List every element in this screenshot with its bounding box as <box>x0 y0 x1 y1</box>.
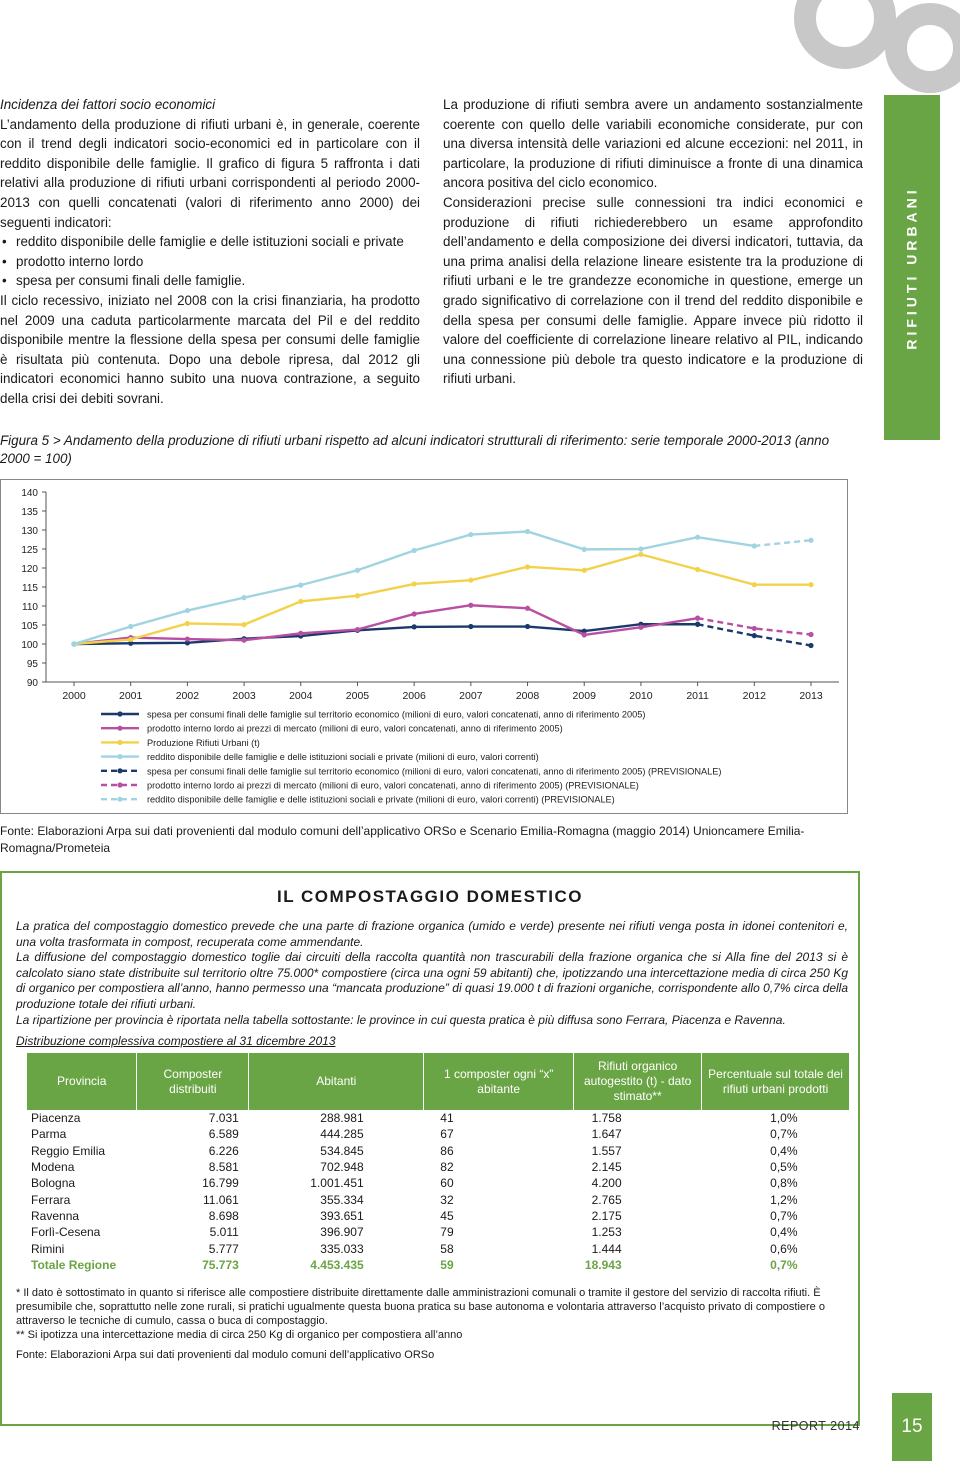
series-point-2 <box>185 621 190 626</box>
indicator-list <box>0 232 420 291</box>
y-tick-label: 105 <box>21 621 38 632</box>
legend-marker <box>117 726 122 731</box>
series-point-0 <box>412 624 417 629</box>
series-point-2 <box>638 552 643 557</box>
x-tick-label: 2013 <box>799 690 823 702</box>
series-line-6 <box>754 540 811 546</box>
col-header-composter: Composter distribuiti <box>137 1053 249 1110</box>
table-cell: 534.845 <box>320 1143 364 1158</box>
series-line-1 <box>74 605 698 644</box>
table-cell: 393.651 <box>320 1208 364 1223</box>
footnote: ** Si ipotizza una intercettazione media di circa 250 Kg di organico per compostiera all’anno <box>16 1329 463 1341</box>
table-cell: Rimini <box>31 1241 65 1256</box>
table-cell: 5.011 <box>209 1225 239 1240</box>
table-cell: 0,4% <box>770 1225 798 1240</box>
x-tick-label: 2001 <box>119 690 143 702</box>
series-point-1 <box>468 603 473 608</box>
intro-paragraph-2: Il ciclo recessivo, iniziato nel 2008 con la crisi finanziaria, ha prodotto nel 2009 una caduta particolarmente marcata del Pil e del reddito disponibile mentre la flessione della spesa per consumi delle famiglie è risultata più contenuta. Dopo una debole ripresa, dal 2012 gli indicatori economici hanno subito una nuova contrazione, a seguito della crisi dei debiti sovrani. <box>0 292 420 406</box>
table-cell: 0,5% <box>770 1160 798 1175</box>
table-cell: 60 <box>440 1176 454 1191</box>
series-point-3 <box>128 624 133 629</box>
legend-marker <box>117 782 122 787</box>
table-cell: 1.444 <box>591 1241 622 1256</box>
col-header-organico: Rifiuti organico autogestito (t) - dato stimato** <box>574 1053 702 1110</box>
table-cell: 45 <box>440 1208 454 1223</box>
series-point-2 <box>752 582 757 587</box>
table-row <box>27 1240 850 1256</box>
figure-source: Fonte: Elaborazioni Arpa sui dati provenienti dal modulo comuni dell’applicativo ORSo e Scenario Emilia-Romagna (maggio 2014) Unioncamere Emilia-Romagna/Prometeia <box>0 824 805 855</box>
legend-label: Produzione Rifiuti Urbani (t) <box>147 737 260 748</box>
table-cell: Ravenna <box>31 1208 80 1223</box>
series-point-3 <box>298 583 303 588</box>
decorative-corner-graphic <box>770 0 960 95</box>
intro-left-column <box>0 95 420 409</box>
table-source: Fonte: Elaborazioni Arpa sui dati provenienti dal modulo comuni dell’applicativo ORSo <box>16 1349 435 1361</box>
series-point-1 <box>298 631 303 636</box>
series-point-0 <box>468 624 473 629</box>
y-tick-label: 110 <box>22 602 38 613</box>
series-line-0 <box>74 624 698 644</box>
y-tick-label: 115 <box>22 583 38 594</box>
series-point-1 <box>638 625 643 630</box>
series-point-2 <box>525 564 530 569</box>
table-cell: Piacenza <box>31 1111 81 1126</box>
table-title: Distribuzione complessiva compostiere al 31 dicembre 2013 <box>16 1034 336 1048</box>
col-header-percentuale: Percentuale sul totale dei rifiuti urbani prodotti <box>702 1053 850 1110</box>
series-point-3 <box>71 641 76 646</box>
compost-header <box>2 873 858 921</box>
compost-paragraph: La pratica del compostaggio domestico prevede che una parte di frazione organica (umido e verde) presente nei rifiuti venga posta in idonei contenitori e, una volta trasformata in compost, recuperata come ammendante. <box>16 919 848 949</box>
series-point-3 <box>412 548 417 553</box>
table-cell: Reggio Emilia <box>31 1143 106 1158</box>
line-chart <box>0 479 848 814</box>
x-tick-label: 2010 <box>629 690 653 702</box>
x-tick-label: 2009 <box>572 690 596 702</box>
x-tick-label: 2005 <box>345 690 370 702</box>
table-cell: 1.253 <box>591 1225 622 1240</box>
legend-marker <box>117 711 122 716</box>
series-point-3 <box>185 608 190 613</box>
table-cell: 1,0% <box>770 1111 798 1126</box>
table-header-row <box>27 1053 850 1110</box>
table-cell: Forlì-Cesena <box>31 1225 101 1240</box>
indicator-item: • reddito disponibile delle famiglie e delle istituzioni sociali e private <box>0 232 420 252</box>
table-cell: 67 <box>440 1127 454 1142</box>
table-cell: 288.981 <box>320 1111 364 1126</box>
intro-paragraph-1: L’andamento della produzione di rifiuti urbani è, in generale, coerente con il trend degli indicatori socio-economici ed in particolare con il reddito disponibile delle famiglie. Il grafico di figura 5 raffronta i dati relativi alla produzione di rifiuti urbani corrispondenti al periodo 2000-2013 con quelli concatenati (valori di riferimento anno 2000) dei seguenti indicatori: <box>0 116 420 230</box>
legend-label: spesa per consumi finali delle famiglie sul territorio economico (milioni di euro, valori concatenati, anno di riferimento 2005) <box>147 709 646 720</box>
legend-label: prodotto interno lordo ai prezzi di mercato (milioni di euro, valori concatenati, anno di riferimento 2005) <box>147 723 563 734</box>
series-point-3 <box>525 529 530 534</box>
table-cell: 79 <box>440 1225 454 1240</box>
table-cell: 0,6% <box>770 1241 798 1256</box>
table-cell: 1.758 <box>591 1111 622 1126</box>
figure-caption: Figura 5 > Andamento della produzione di rifiuti urbani rispetto ad alcuni indicatori strutturali di riferimento: serie temporale 2000-2013 (anno 2000 = 100) <box>0 433 830 466</box>
side-section-label: RIFIUTI URBANI <box>904 185 921 350</box>
series-point-1 <box>412 611 417 616</box>
compost-paragraph: La diffusione del compostaggio domestico toglie dai circuiti della raccolta quantità non trascurabili della frazione organica che si Alla fine del 2013 si è calcolato siano state distribuite sul territorio oltre 75.000* compostiere (circa una ogni 59 abitanti) che, ipotizzando una intercettazione media di circa 250 Kg di organico per compostiera all’anno, hanno permesso una “mancata produzione” di quasi 19.000 t di frazioni organiche, corrispondente allo 0,7% circa della produzione totale dei rifiuti urbani. <box>16 950 848 1011</box>
table-cell: Totale Regione <box>31 1257 117 1272</box>
table-cell: 355.334 <box>320 1192 364 1207</box>
x-tick-label: 2004 <box>289 690 313 702</box>
y-tick-label: 140 <box>21 488 38 499</box>
table-cell: 1.001.451 <box>310 1176 364 1191</box>
series-point-1 <box>355 627 360 632</box>
table-cell: 59 <box>440 1257 454 1272</box>
table-row <box>27 1110 850 1126</box>
legend-label: spesa per consumi finali delle famiglie sul territorio economico (milioni di euro, valori concatenati, anno di riferimento 2005) (PREVISIONALE) <box>147 766 722 777</box>
table-row <box>27 1143 850 1159</box>
series-point-1 <box>241 638 246 643</box>
x-tick-label: 2011 <box>686 690 709 702</box>
series-point-4 <box>808 643 813 648</box>
table-cell: 11.061 <box>202 1192 239 1207</box>
series-point-4 <box>695 622 700 627</box>
footnote: * Il dato è sottostimato in quanto si riferisce alle compostiere distribuite direttamente dalle amministrazioni comunali o tramite il gestore del servizio di raccolta rifiuti. È presumibile che, soprattutto nelle zone rurali, si pratichi ugualmente questa buona pratica su base autonoma e volontaria attraverso l’acquisto privato di compostiere o attraverso le tecniche di cumulo, cassa o buca di compostaggio. <box>16 1287 825 1327</box>
series-point-1 <box>525 606 530 611</box>
table-cell: 4.200 <box>591 1176 622 1191</box>
table-total-row <box>27 1257 850 1273</box>
table-cell: 75.773 <box>202 1257 239 1272</box>
section-title: Incidenza dei fattori socio economici <box>0 97 216 112</box>
x-tick-label: 2008 <box>515 690 540 702</box>
table-cell: 1,2% <box>770 1192 798 1207</box>
indicator-item: • spesa per consumi finali delle famiglie. <box>0 271 420 291</box>
series-point-5 <box>752 626 757 631</box>
table-cell: 8.698 <box>208 1208 239 1223</box>
compost-section <box>0 871 860 1426</box>
y-tick-label: 130 <box>21 526 38 537</box>
legend-label: reddito disponibile delle famiglie e delle istituzioni sociali e private (milioni di euro, valori correnti) (PREVISIONALE) <box>147 794 615 805</box>
series-point-0 <box>525 624 530 629</box>
x-tick-label: 2012 <box>742 690 766 702</box>
line-chart-canvas <box>1 480 849 815</box>
series-point-2 <box>412 581 417 586</box>
intro-paragraph-4: Considerazioni precise sulle connessioni tra indici economici e produzione di rifiuti richiederebbero un esame approfondito dell’andamento e della composizione dei diversi indicatori, tuttavia, da una prima analisi della relazione lineare esistente tra la produzione di rifiuti urbani e le tre grandezze economiche in questione, emerge un grado significativo di correlazione con il trend del reddito disponibile e della spesa per consumi delle famiglie. Appare invece più ridotto il valore del coefficiente di correlazione lineare relativo al PIL, indicando una connessione più debole tra questo indicatore e la produzione di rifiuti urbani. <box>443 194 863 387</box>
table-cell: 18.943 <box>584 1257 622 1272</box>
table-row <box>27 1208 850 1224</box>
table-cell: 0,8% <box>770 1176 798 1191</box>
table-row <box>27 1224 850 1240</box>
series-point-5 <box>808 632 813 637</box>
table-cell: 7.031 <box>208 1111 239 1126</box>
table-cell: 0,7% <box>770 1257 798 1272</box>
table-cell: 335.033 <box>320 1241 364 1256</box>
table-cell: 4.453.435 <box>310 1257 364 1272</box>
table-cell: 396.907 <box>320 1225 364 1240</box>
series-point-3 <box>582 547 587 552</box>
intro-paragraph-3: La produzione di rifiuti sembra avere un andamento sostanzialmente coerente con quello delle variabili economiche considerate, pur con una diversa intensità delle variazioni ed alcune eccezioni: nel 2011, in particolare, la produzione di rifiuti diminuisce a fronte di una dinamica ancora positiva del ciclo economico. <box>443 97 863 191</box>
series-point-2 <box>298 599 303 604</box>
x-tick-label: 2000 <box>62 690 86 702</box>
col-header-ratio: 1 composter ogni “x” abitante <box>424 1053 574 1110</box>
page-number: 15 <box>892 1393 932 1461</box>
table-cell: 2.145 <box>591 1160 622 1175</box>
legend-label: reddito disponibile delle famiglie e delle istituzioni sociali e private (milioni di euro, valori correnti) <box>147 752 539 763</box>
table-cell: Ferrara <box>31 1192 71 1207</box>
x-tick-label: 2006 <box>402 690 426 702</box>
x-tick-label: 2007 <box>459 690 483 702</box>
series-point-3 <box>468 532 473 537</box>
table-cell: 6.226 <box>208 1143 239 1158</box>
series-point-2 <box>808 582 813 587</box>
table-cell: 0,7% <box>770 1208 798 1223</box>
series-point-3 <box>355 568 360 573</box>
y-tick-label: 125 <box>21 545 38 556</box>
compost-description <box>16 919 848 1028</box>
compost-table <box>27 1053 850 1273</box>
series-point-1 <box>582 632 587 637</box>
table-cell: 2.175 <box>591 1208 622 1223</box>
table-notes <box>16 1286 848 1362</box>
table-cell: 32 <box>440 1192 454 1207</box>
y-tick-label: 120 <box>21 564 38 575</box>
series-point-3 <box>695 535 700 540</box>
table-cell: 0,4% <box>770 1143 798 1158</box>
y-tick-label: 100 <box>21 640 38 651</box>
series-point-3 <box>241 595 246 600</box>
table-cell: 8.581 <box>208 1160 239 1175</box>
indicator-item: • prodotto interno lordo <box>0 252 420 272</box>
table-cell: Bologna <box>31 1176 76 1191</box>
series-point-5 <box>695 616 700 621</box>
table-cell: 5.777 <box>208 1241 239 1256</box>
intro-right-column <box>443 95 863 389</box>
x-tick-label: 2003 <box>232 690 256 702</box>
legend-marker <box>117 797 122 802</box>
table-cell: 6.589 <box>208 1127 239 1142</box>
y-tick-label: 95 <box>26 659 38 670</box>
table-cell: 1.557 <box>591 1143 622 1158</box>
series-point-6 <box>752 543 757 548</box>
series-point-2 <box>468 578 473 583</box>
section-side-band <box>884 95 940 440</box>
series-point-2 <box>355 593 360 598</box>
series-point-6 <box>808 538 813 543</box>
y-tick-label: 135 <box>21 507 38 518</box>
table-row <box>27 1191 850 1207</box>
compost-title: IL COMPOSTAGGIO DOMESTICO <box>276 887 584 906</box>
table-row <box>27 1126 850 1142</box>
table-cell: 86 <box>440 1143 454 1158</box>
series-line-2 <box>74 554 811 644</box>
table-cell: 1.647 <box>591 1127 622 1142</box>
table-cell: 16.799 <box>202 1176 239 1191</box>
table-cell: 702.948 <box>320 1160 364 1175</box>
table-cell: 41 <box>440 1111 454 1126</box>
table-cell: 2.765 <box>591 1192 622 1207</box>
table-cell: 58 <box>440 1241 454 1256</box>
series-point-4 <box>752 633 757 638</box>
table-cell: 82 <box>440 1160 454 1175</box>
series-point-2 <box>128 637 133 642</box>
col-header-abitanti: Abitanti <box>249 1053 424 1110</box>
compost-paragraph: La ripartizione per provincia è riportata nella tabella sottostante: le province in cui questa pratica è più diffusa sono Ferrara, Piacenza e Ravenna. <box>16 1012 786 1027</box>
series-point-2 <box>241 622 246 627</box>
table-cell: 444.285 <box>320 1127 364 1142</box>
table-cell: Parma <box>31 1127 67 1142</box>
report-label: REPORT 2014 <box>771 1419 860 1433</box>
legend-marker <box>117 740 122 745</box>
compost-table-body <box>27 1110 850 1273</box>
table-row <box>27 1159 850 1175</box>
col-header-provincia: Provincia <box>27 1053 137 1110</box>
legend-marker <box>117 768 122 773</box>
series-point-2 <box>582 568 587 573</box>
table-cell: Modena <box>31 1160 75 1175</box>
legend-label: prodotto interno lordo ai prezzi di mercato (milioni di euro, valori concatenati, anno di riferimento 2005) (PREVISIONALE) <box>147 780 639 791</box>
x-tick-label: 2002 <box>175 690 200 702</box>
page-footer <box>0 1393 960 1461</box>
series-point-1 <box>185 636 190 641</box>
table-cell: 0,7% <box>770 1127 798 1142</box>
y-tick-label: 90 <box>26 678 38 689</box>
series-point-3 <box>638 546 643 551</box>
legend-marker <box>117 754 122 759</box>
series-point-2 <box>695 567 700 572</box>
table-row <box>27 1175 850 1191</box>
